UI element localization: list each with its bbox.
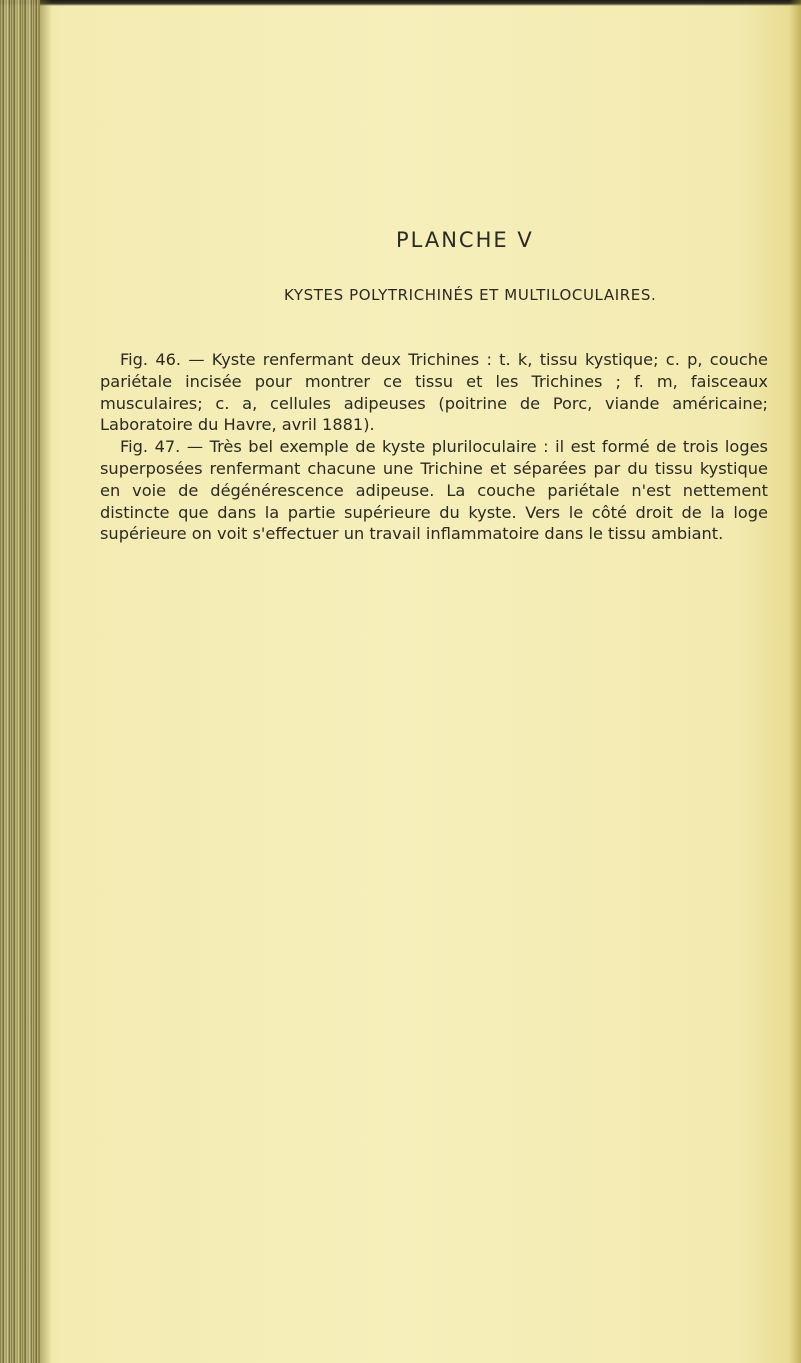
plate-title-text: PLANCHE V	[396, 228, 534, 252]
book-binding	[0, 0, 40, 1363]
figure-captions	[100, 349, 768, 545]
plate-subtitle: KYSTES POLYTRICHINÉS ET MULTILOCULAIRES.	[284, 286, 657, 304]
page-top-edge	[0, 0, 801, 6]
plate-title	[0, 228, 801, 252]
figure-caption-47: Fig. 47. — Très bel exemple de kyste pluriloculaire : il est formé de trois loges superposées renfermant chacune une Trichine et séparées par du tissu kystique en voie de dégénérescence adipeuse. La couche pariétale n'est nettement distincte que dans la partie supérieure du kyste. Vers le côté droit de la loge supérieure on voit s'effectuer un travail inflammatoire dans le tissu ambiant.	[100, 437, 768, 544]
binding-shadow	[38, 0, 52, 1363]
page-right-edge	[789, 0, 801, 1363]
figure-caption-46: Fig. 46. — Kyste renfermant deux Trichines : t. k, tissu kystique; c. p, couche pariétale incisée pour montrer ce tissu et les Trichines ; f. m, faisceaux musculaires; c. a, cellules adipeuses (poitrine de Porc, viande américaine; Laboratoire du Havre, avril 1881).	[100, 350, 768, 435]
